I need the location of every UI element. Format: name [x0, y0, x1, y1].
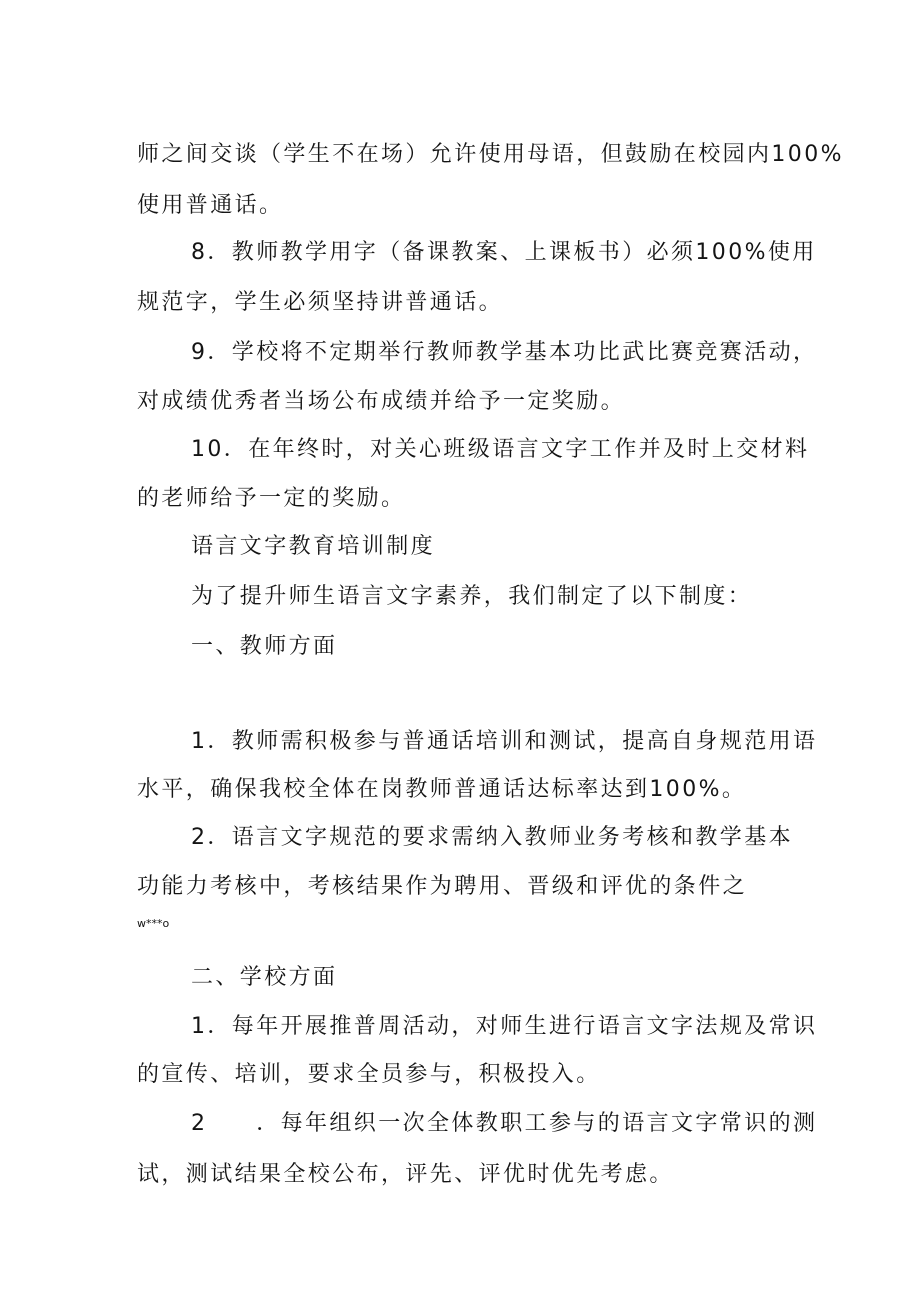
text-line: 9．学校将不定期举行教师教学基本功比武比赛竞赛活动， [191, 340, 818, 365]
text-line: 1．教师需积极参与普通话培训和测试，提高自身规范用语 [191, 729, 818, 754]
scan-artifact-text: w***o [137, 917, 170, 930]
text-line: 2 ．每年组织一次全体教职工参与的语言文字常识的测 [191, 1111, 818, 1136]
section-title: 语言文字教育培训制度 [191, 534, 436, 559]
text-line: 的老师给予一定的奖励。 [137, 486, 406, 511]
text-line: 1．每年开展推普周活动，对师生进行语言文字法规及常识 [191, 1014, 818, 1039]
text-line: 功能力考核中，考核结果作为聘用、晋级和评优的条件之 [137, 874, 748, 899]
text-line: 10．在年终时，对关心班级语言文字工作并及时上交材料 [191, 437, 810, 462]
text-line: 的宣传、培训，要求全员参与，积极投入。 [137, 1062, 601, 1087]
subsection-heading: 二、学校方面 [191, 965, 338, 990]
text-line: 8．教师教学用字（备课教案、上课板书）必须100%使用 [191, 240, 817, 265]
text-line: 师之间交谈（学生不在场）允许使用母语，但鼓励在校园内100% [137, 142, 844, 167]
text-line: 规范字，学生必须坚持讲普通话。 [137, 290, 504, 315]
text-line: 对成绩优秀者当场公布成绩并给予一定奖励。 [137, 389, 626, 414]
text-line: 试，测试结果全校公布，评先、评优时优先考虑。 [137, 1162, 674, 1187]
text-line: 使用普通话。 [137, 193, 284, 218]
subsection-heading: 一、教师方面 [191, 634, 338, 659]
text-line: 2．语言文字规范的要求需纳入教师业务考核和教学基本 [191, 825, 793, 850]
text-line: 水平，确保我校全体在岗教师普通话达标率达到100%。 [137, 777, 747, 802]
text-line: 为了提升师生语言文字素养，我们制定了以下制度： [191, 584, 753, 609]
